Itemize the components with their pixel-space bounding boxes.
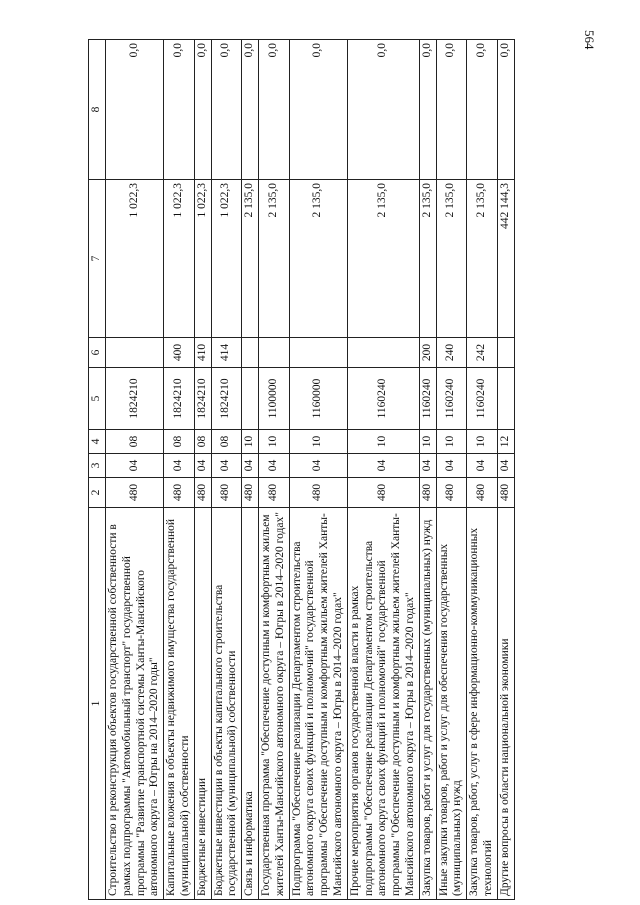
header-cell: 1 xyxy=(89,508,106,900)
table-body xyxy=(106,40,515,900)
cell-c2: 480 xyxy=(242,478,259,508)
cell-c8: 0,0 xyxy=(436,40,467,180)
cell-c7: 2 135,0 xyxy=(419,180,436,338)
cell-c3: 04 xyxy=(497,454,514,478)
cell-c8: 0,0 xyxy=(467,40,498,180)
row-description: Строительство и реконструкция объектов государственной собственности в рамках подпрограммы "Автомобильный транспорт" государственной программы "Развитие транспортной системы Ханты-Мансийского автономного округа – Югры на 2014–2020 годы" xyxy=(106,508,164,900)
budget-table xyxy=(88,39,515,900)
cell-c3: 04 xyxy=(258,454,289,478)
row-description: Прочие мероприятия органов государственной власти в рамках подпрограммы "Обеспечение реализации Департаментом строительства автономного округа своих функций и полномочий" государственной программы "Обеспечение доступным и комфортным жильем жителей Ханты-Мансийского автономного округа – Югры в 2014–2020 годах" xyxy=(347,508,419,900)
cell-c7: 1 022,3 xyxy=(211,180,242,338)
cell-c3: 04 xyxy=(419,454,436,478)
cell-c3: 04 xyxy=(164,454,195,478)
cell-c5: 1160240 xyxy=(436,368,467,430)
table-row xyxy=(467,40,498,900)
table-row xyxy=(436,40,467,900)
row-description: Иные закупки товаров, работ и услуг для обеспечения государственных (муниципальных) нужд xyxy=(436,508,467,900)
table-row xyxy=(289,40,347,900)
cell-c7: 1 022,3 xyxy=(164,180,195,338)
cell-c6 xyxy=(106,338,164,368)
cell-c5: 1100000 xyxy=(258,368,289,430)
cell-c2: 480 xyxy=(211,478,242,508)
cell-c2: 480 xyxy=(497,478,514,508)
cell-c2: 480 xyxy=(164,478,195,508)
row-description: Бюджетные инвестиции в объекты капитального строительства государственной (муниципальной) собственности xyxy=(211,508,242,900)
cell-c2: 480 xyxy=(467,478,498,508)
cell-c3: 04 xyxy=(467,454,498,478)
cell-c6 xyxy=(497,338,514,368)
cell-c4: 08 xyxy=(211,430,242,454)
cell-c4: 08 xyxy=(194,430,211,454)
cell-c7: 2 135,0 xyxy=(467,180,498,338)
cell-c7: 2 135,0 xyxy=(289,180,347,338)
cell-c5: 1160240 xyxy=(419,368,436,430)
row-description: Закупка товаров, работ, услуг в сфере информационно-коммуникационных технологий xyxy=(467,508,498,900)
cell-c7: 2 135,0 xyxy=(258,180,289,338)
table-row xyxy=(258,40,289,900)
rotated-table-container xyxy=(88,40,548,900)
cell-c4: 10 xyxy=(242,430,259,454)
cell-c6 xyxy=(289,338,347,368)
header-cell: 4 xyxy=(89,430,106,454)
header-cell: 5 xyxy=(89,368,106,430)
cell-c2: 480 xyxy=(194,478,211,508)
cell-c4: 10 xyxy=(419,430,436,454)
cell-c4: 12 xyxy=(497,430,514,454)
cell-c4: 10 xyxy=(347,430,419,454)
cell-c5: 1824210 xyxy=(211,368,242,430)
table-row xyxy=(194,40,211,900)
table-row xyxy=(497,40,514,900)
cell-c6: 400 xyxy=(164,338,195,368)
cell-c2: 480 xyxy=(436,478,467,508)
row-description: Капитальные вложения в объекты недвижимого имущества государственной (муниципальной) собственности xyxy=(164,508,195,900)
cell-c8: 0,0 xyxy=(164,40,195,180)
table-row xyxy=(419,40,436,900)
cell-c8: 0,0 xyxy=(242,40,259,180)
cell-c5: 1160240 xyxy=(347,368,419,430)
cell-c7: 2 135,0 xyxy=(436,180,467,338)
cell-c4: 10 xyxy=(258,430,289,454)
cell-c7: 1 022,3 xyxy=(194,180,211,338)
cell-c8: 0,0 xyxy=(497,40,514,180)
cell-c8: 0,0 xyxy=(106,40,164,180)
cell-c4: 10 xyxy=(436,430,467,454)
table-row xyxy=(164,40,195,900)
cell-c6: 240 xyxy=(436,338,467,368)
cell-c5 xyxy=(497,368,514,430)
cell-c5: 1824210 xyxy=(194,368,211,430)
cell-c2: 480 xyxy=(106,478,164,508)
cell-c6: 414 xyxy=(211,338,242,368)
header-cell: 8 xyxy=(89,40,106,180)
cell-c3: 04 xyxy=(436,454,467,478)
cell-c7: 2 135,0 xyxy=(242,180,259,338)
cell-c3: 04 xyxy=(289,454,347,478)
cell-c6: 200 xyxy=(419,338,436,368)
cell-c8: 0,0 xyxy=(211,40,242,180)
cell-c6 xyxy=(347,338,419,368)
table-row xyxy=(106,40,164,900)
cell-c4: 08 xyxy=(164,430,195,454)
table-row xyxy=(347,40,419,900)
cell-c6 xyxy=(258,338,289,368)
cell-c3: 04 xyxy=(211,454,242,478)
cell-c2: 480 xyxy=(258,478,289,508)
row-description: Закупка товаров, работ и услуг для государственных (муниципальных) нужд xyxy=(419,508,436,900)
cell-c5 xyxy=(242,368,259,430)
cell-c3: 04 xyxy=(194,454,211,478)
cell-c8: 0,0 xyxy=(194,40,211,180)
cell-c5: 1824210 xyxy=(164,368,195,430)
cell-c7: 2 135,0 xyxy=(347,180,419,338)
cell-c7: 1 022,3 xyxy=(106,180,164,338)
header-cell: 2 xyxy=(89,478,106,508)
cell-c6: 410 xyxy=(194,338,211,368)
cell-c8: 0,0 xyxy=(419,40,436,180)
cell-c6 xyxy=(242,338,259,368)
header-cell: 7 xyxy=(89,180,106,338)
row-description: Связь и информатика xyxy=(242,508,259,900)
cell-c2: 480 xyxy=(289,478,347,508)
row-description: Бюджетные инвестиции xyxy=(194,508,211,900)
cell-c5: 1160240 xyxy=(467,368,498,430)
cell-c3: 04 xyxy=(106,454,164,478)
cell-c5: 1824210 xyxy=(106,368,164,430)
header-row xyxy=(89,40,106,900)
row-description: Другие вопросы в области национальной экономики xyxy=(497,508,514,900)
cell-c7: 442 144,3 xyxy=(497,180,514,338)
cell-c8: 0,0 xyxy=(347,40,419,180)
header-cell: 3 xyxy=(89,454,106,478)
header-cell: 6 xyxy=(89,338,106,368)
table-row xyxy=(242,40,259,900)
cell-c2: 480 xyxy=(347,478,419,508)
row-description: Государственная программа "Обеспечение доступным и комфортным жильем жителей Ханты-Мансийского автономного округа – Югры в 2014–2020 годах" xyxy=(258,508,289,900)
cell-c8: 0,0 xyxy=(289,40,347,180)
cell-c8: 0,0 xyxy=(258,40,289,180)
cell-c2: 480 xyxy=(419,478,436,508)
table-row xyxy=(211,40,242,900)
cell-c4: 08 xyxy=(106,430,164,454)
row-description: Подпрограмма "Обеспечение реализации Департаментом строительства автономного округа своих функций и полномочий" государственной программы "Обеспечение доступным и комфортным жильем жителей Ханты-Мансийского автономного округа – Югры в 2014–2020 годах" xyxy=(289,508,347,900)
cell-c5: 1160000 xyxy=(289,368,347,430)
cell-c3: 04 xyxy=(347,454,419,478)
cell-c4: 10 xyxy=(289,430,347,454)
cell-c3: 04 xyxy=(242,454,259,478)
cell-c6: 242 xyxy=(467,338,498,368)
page-number: 564 xyxy=(582,30,597,50)
cell-c4: 10 xyxy=(467,430,498,454)
